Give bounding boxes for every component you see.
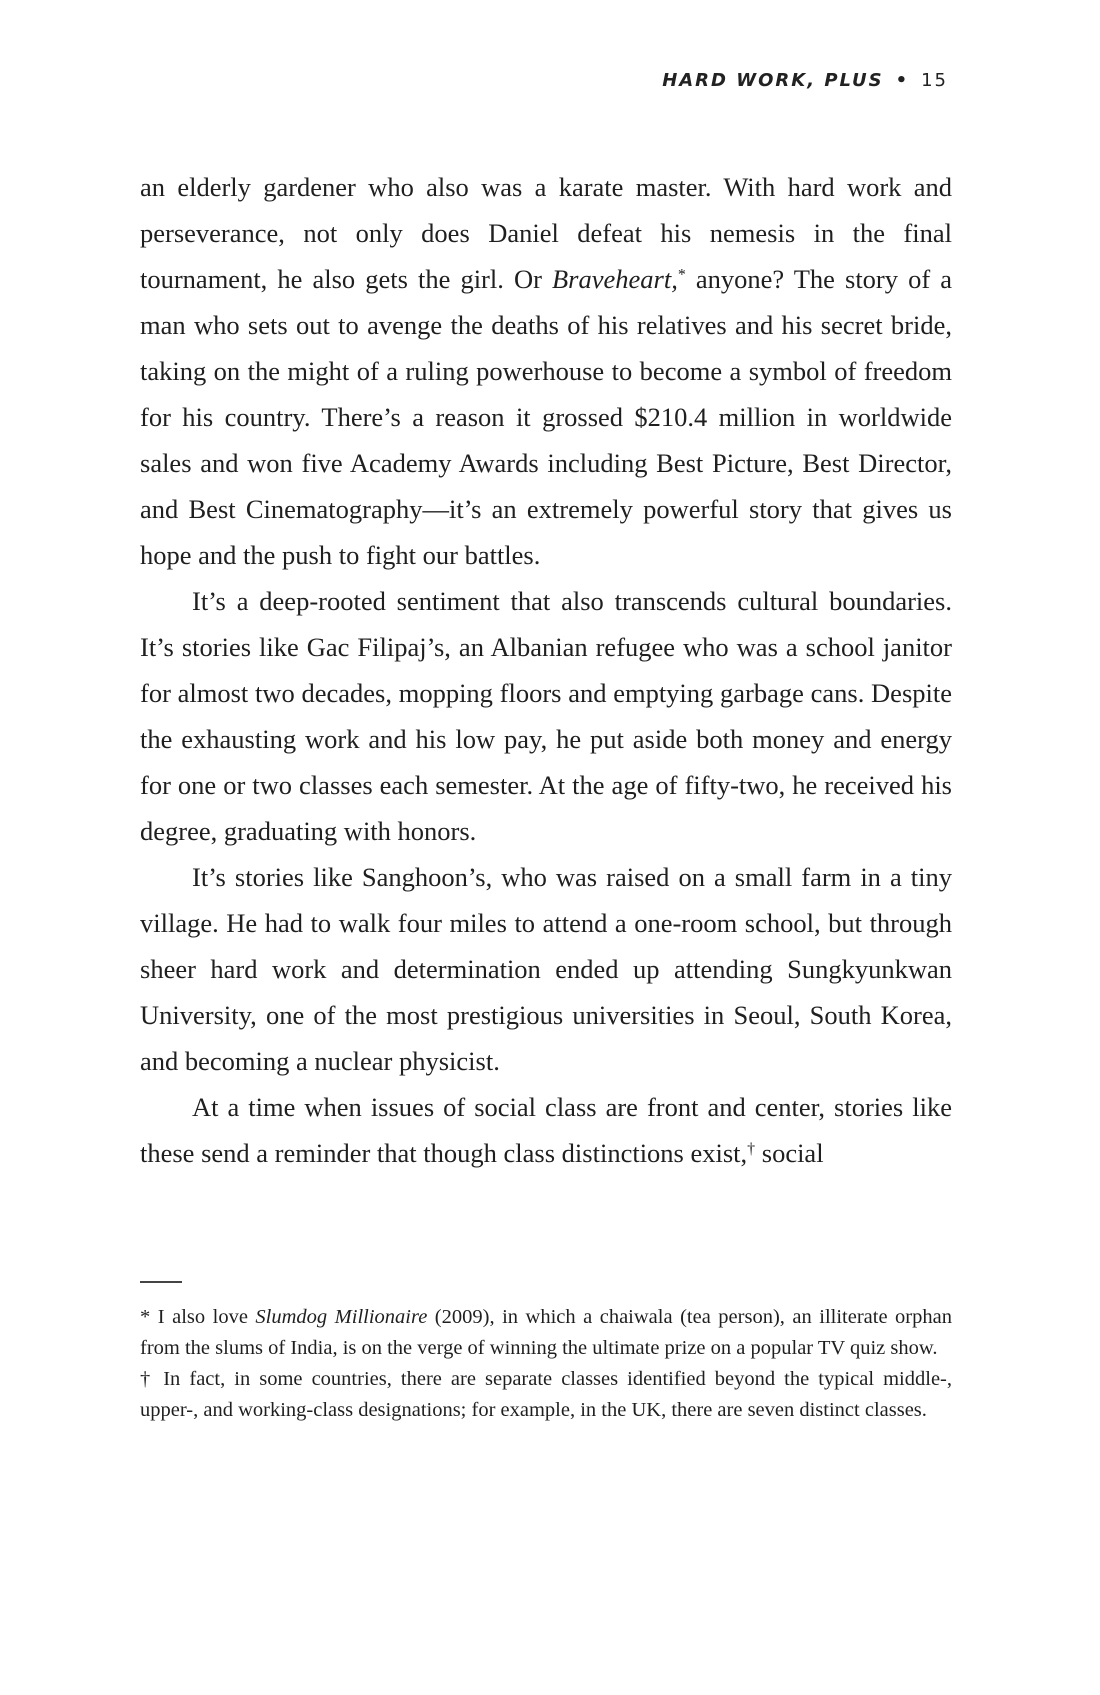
paragraph-1: an elderly gardener who also was a karate master. With hard work and perseverance, not only does Daniel defeat his nemesis in the final tournament, he also gets the girl. Or Braveheart,* anyone? The story of a man who sets out to avenge the deaths of his relatives and his secret bride, taking on the might of a ruling powerhouse to become a symbol of freedom for his country. There’s a reason it grossed $210.4 million in worldwide sales and won five Academy Awards including Best Picture, Best Director, and Best Cinematography—it’s an extremely powerful story that gives us hope and the push to fight our battles. — [140, 172, 952, 570]
running-title: HARD WORK, PLUS — [662, 70, 884, 91]
footnote-2: † In fact, in some countries, there are separate classes identified beyond the typical middle-, upper-, and working-class designations; for example, in the UK, there are seven distinct classes. — [140, 1368, 952, 1421]
footnote-1: * I also love Slumdog Millionaire (2009), in which a chaiwala (tea person), an illiterate orphan from the slums of India, is on the verge of winning the ultimate prize on a popular TV quiz show. — [140, 1306, 952, 1359]
footnote-divider — [140, 1281, 182, 1283]
film-title-slumdog: Slumdog Millionaire — [255, 1306, 428, 1328]
paragraph-4: At a time when issues of social class are front and center, stories like these send a reminder that though class distinctions exist,† social — [140, 1092, 952, 1168]
paragraph-2: It’s a deep-rooted sentiment that also transcends cultural boundaries. It’s stories like Gac Filipaj’s, an Albanian refugee who was a school janitor for almost two decades, mopping floors and emptying garbage cans. Despite the exhausting work and his low pay, he put aside both money and energy for one or two classes each semester. At the age of fifty-two, he received his degree, graduating with honors. — [140, 586, 952, 846]
page-number: 15 — [921, 70, 948, 91]
paragraph-3: It’s stories like Sanghoon’s, who was raised on a small farm in a tiny village. He had to walk four miles to attend a one-room school, but through sheer hard work and determination ended up attending Sungkyunkwan University, one of the most prestigious universities in Seoul, South Korea, and becoming a nuclear physicist. — [140, 862, 952, 1076]
running-head — [662, 70, 948, 91]
footnote-marker-dagger: † — [747, 1140, 756, 1158]
footnotes — [140, 1302, 952, 1426]
footnote-marker-asterisk: * — [677, 266, 686, 284]
film-title-braveheart: Braveheart, — [551, 264, 678, 294]
body-text — [140, 164, 952, 1176]
bullet-separator: • — [895, 70, 910, 91]
